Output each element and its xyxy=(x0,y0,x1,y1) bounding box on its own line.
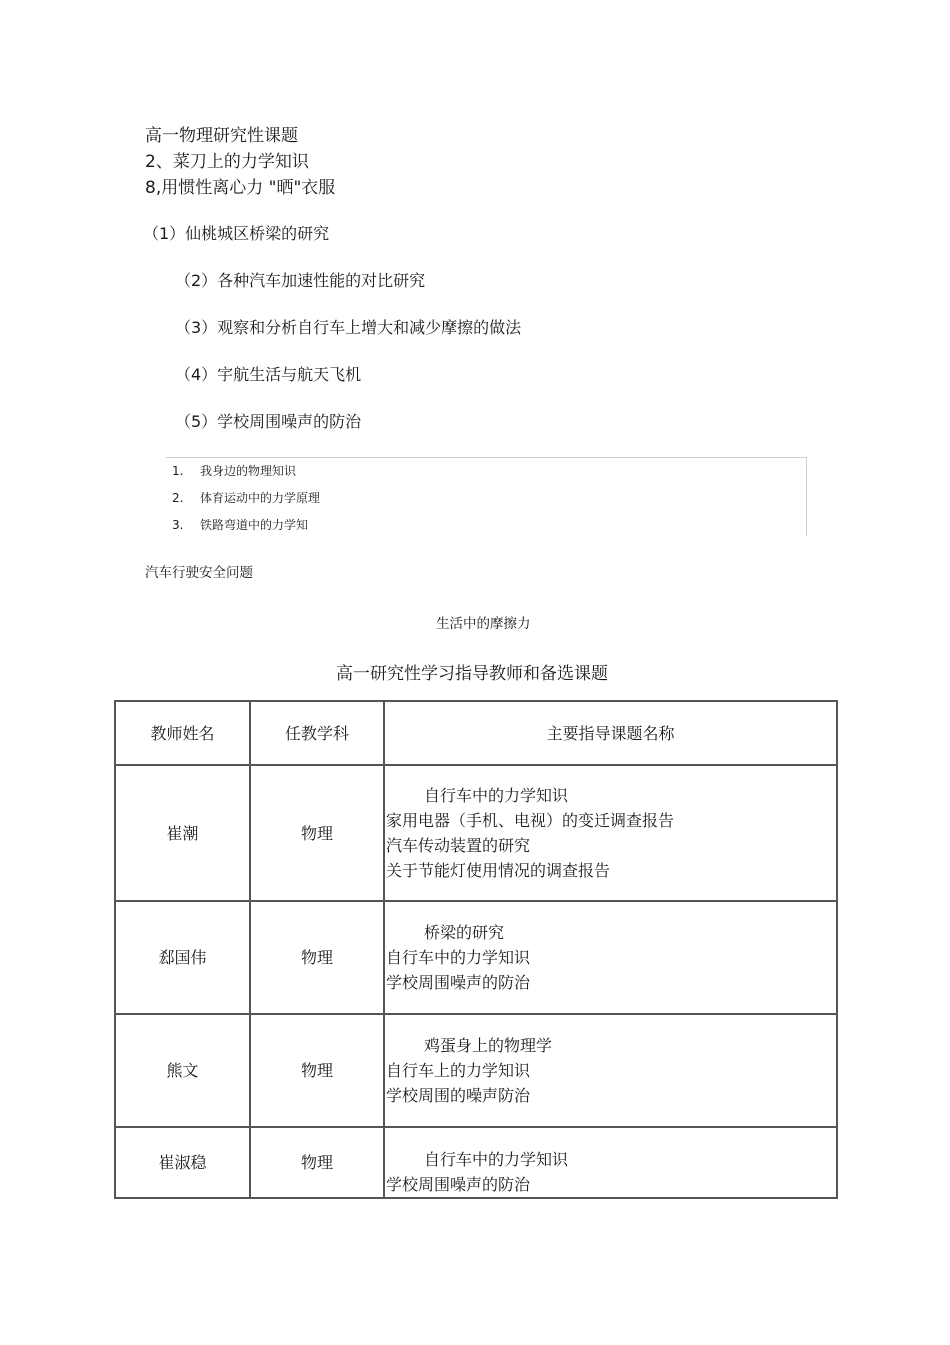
header-line-2: 2、菜刀上的力学知识 xyxy=(145,152,309,172)
topic-line: 学校周围噪声的防治 xyxy=(386,973,531,992)
list-item-text: 体育运动中的力学原理 xyxy=(200,491,321,505)
table-row xyxy=(115,765,837,901)
list-item xyxy=(172,489,320,506)
topic-line: 自行车上的力学知识 xyxy=(386,1061,531,1080)
topic-item: （4）宇航生活与航天飞机 xyxy=(175,365,362,384)
subject: 物理 xyxy=(250,901,384,1014)
teacher-name: 崔淑稳 xyxy=(115,1127,250,1198)
topic-cell xyxy=(384,765,837,901)
topic-line: 学校周围的噪声防治 xyxy=(386,1086,531,1105)
topic-line: 自行车中的力学知识 xyxy=(386,948,531,967)
topic-line: 关于节能灯使用情况的调查报告 xyxy=(386,861,611,880)
guide-table xyxy=(114,700,838,1199)
list-item xyxy=(172,516,308,533)
list-item-text: 我身边的物理知识 xyxy=(200,464,297,478)
list-item-number: 1. xyxy=(172,464,184,478)
topic-line: 自行车中的力学知识 xyxy=(424,786,569,805)
extra-line: 汽车行驶安全问题 xyxy=(145,565,253,581)
header-line-3: 8,用惯性离心力 "晒"衣服 xyxy=(145,178,336,198)
teacher-name: 熊文 xyxy=(115,1014,250,1127)
list-item-number: 2. xyxy=(172,491,184,505)
topic-cell xyxy=(384,901,837,1014)
topic-line: 学校周围噪声的防治 xyxy=(386,1175,531,1194)
topic-item: （1）仙桃城区桥梁的研究 xyxy=(143,224,330,243)
table-row xyxy=(115,1127,837,1198)
subject: 物理 xyxy=(250,765,384,901)
table-row xyxy=(115,901,837,1014)
subject: 物理 xyxy=(250,1127,384,1198)
teacher-name: 崔潮 xyxy=(115,765,250,901)
topic-cell xyxy=(384,1127,837,1198)
topic-item: （3）观察和分析自行车上增大和减少摩擦的做法 xyxy=(175,318,522,337)
teacher-name: 郄国伟 xyxy=(115,901,250,1014)
header-topics: 主要指导课题名称 xyxy=(384,701,837,765)
list-item-text: 铁路弯道中的力学知 xyxy=(200,518,309,532)
list-item-number: 3. xyxy=(172,518,184,532)
subject: 物理 xyxy=(250,1014,384,1127)
topic-line: 鸡蛋身上的物理学 xyxy=(424,1036,553,1055)
header-subject: 任教学科 xyxy=(250,701,384,765)
doc-title: 高一物理研究性课题 xyxy=(145,126,298,146)
header-teacher: 教师姓名 xyxy=(115,701,250,765)
topic-line: 家用电器（手机、电视）的变迁调查报告 xyxy=(386,811,675,830)
table-title: 高一研究性学习指导教师和备选课题 xyxy=(336,664,608,684)
topic-item: （5）学校周围噪声的防治 xyxy=(175,412,362,431)
topic-line: 汽车传动装置的研究 xyxy=(386,836,531,855)
topic-line: 桥梁的研究 xyxy=(424,923,505,942)
center-line: 生活中的摩擦力 xyxy=(436,616,531,632)
small-list-box xyxy=(166,457,807,536)
topic-line: 自行车中的力学知识 xyxy=(424,1150,569,1169)
list-item xyxy=(172,462,296,479)
topic-cell xyxy=(384,1014,837,1127)
table-row xyxy=(115,1014,837,1127)
table-header-row xyxy=(115,701,837,765)
topic-item: （2）各种汽车加速性能的对比研究 xyxy=(175,271,426,290)
